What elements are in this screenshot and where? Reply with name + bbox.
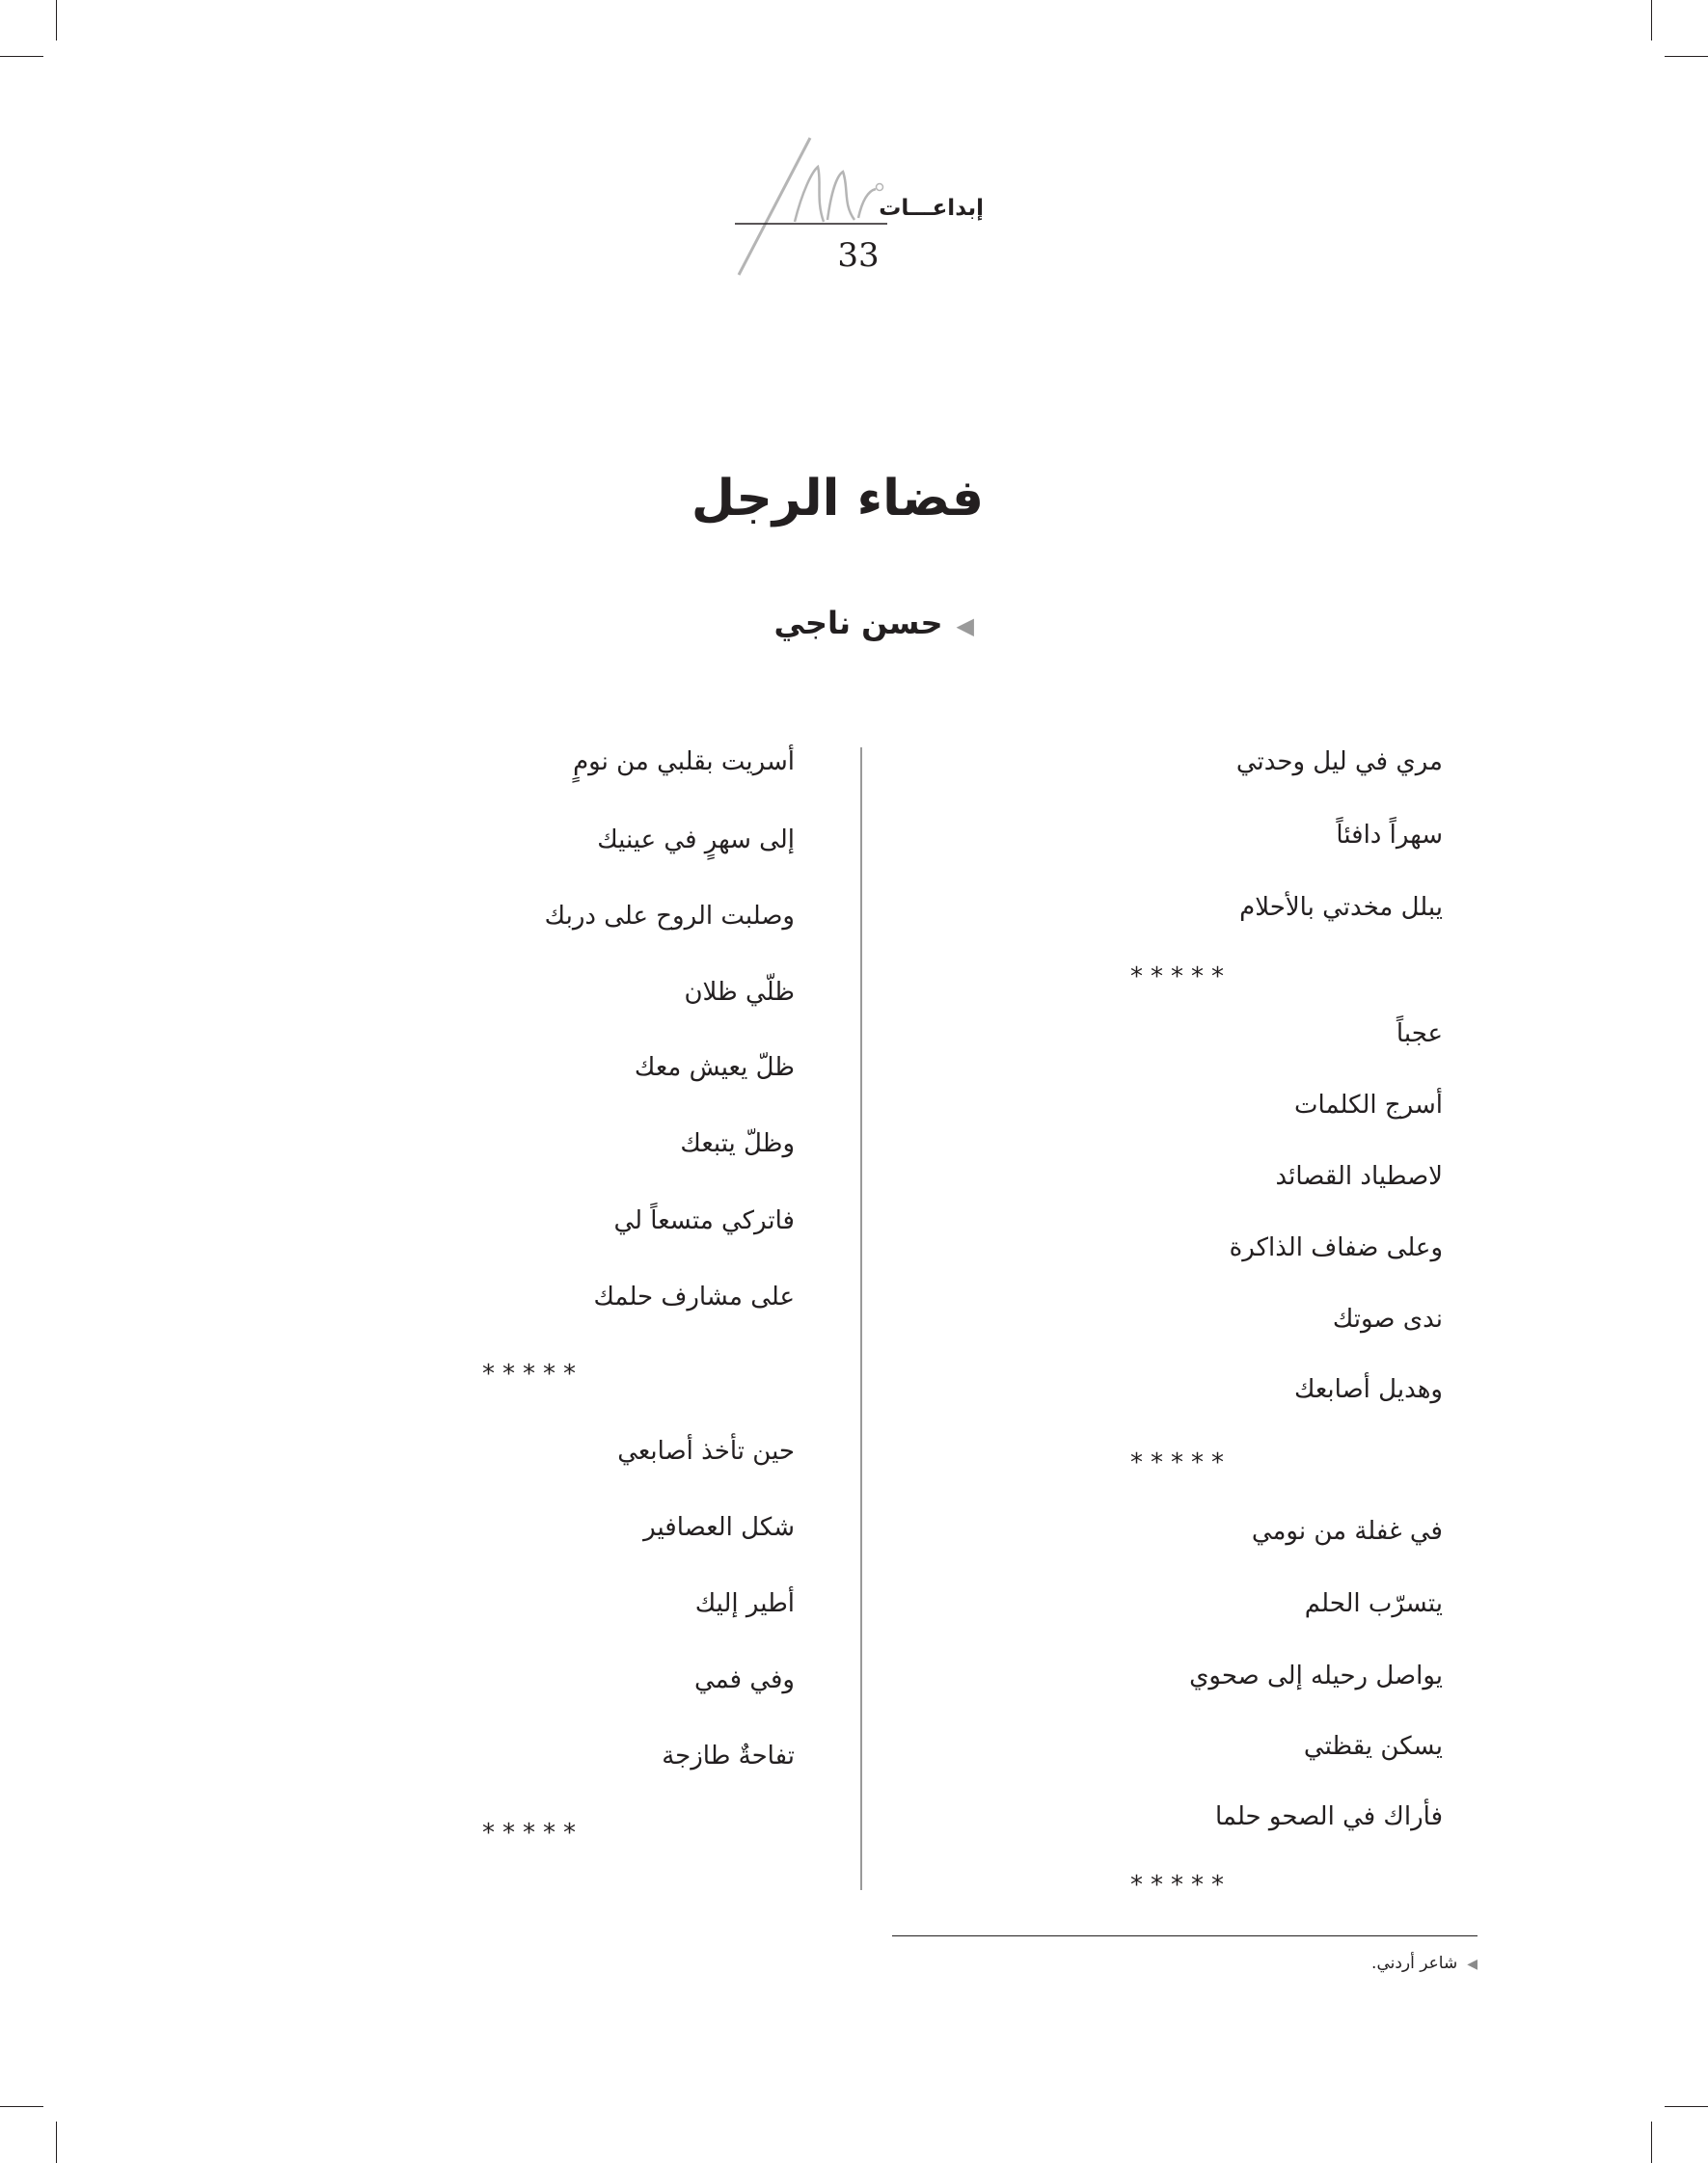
crop-mark: [56, 0, 57, 41]
section-label: إبداعـــات: [879, 196, 984, 221]
poem-line: وصلبت الروح على دربك: [544, 902, 795, 931]
poem-title: فضاء الرجل: [691, 470, 984, 527]
footnote: [1157, 1954, 1478, 1973]
poem-line: سهراً دافئاً: [1336, 821, 1443, 850]
poem-line: في غفلة من نومي: [1251, 1517, 1443, 1546]
triangle-pointer-icon: ◀: [956, 612, 974, 639]
stanza-separator: *****: [1130, 962, 1232, 991]
poem-line: أسرج الكلمات: [1294, 1091, 1443, 1120]
poem-line: تفاحةٌ طازجة: [662, 1742, 795, 1771]
footnote-text: شاعر أردني.: [1371, 1954, 1458, 1973]
poem-line: ظلّ يعيش معك: [634, 1053, 795, 1082]
page-number: 33: [837, 236, 880, 275]
poem-line: فاتركي متسعاً لي: [613, 1206, 795, 1235]
crop-mark: [1651, 2122, 1652, 2163]
poem-column-right: [964, 0, 1443, 2163]
triangle-pointer-icon: ◀: [1467, 1957, 1478, 1972]
poem-line: يواصل رحيله إلى صحوي: [1189, 1662, 1443, 1690]
stanza-separator: *****: [1130, 1871, 1232, 1900]
poem-line: يتسرّب الحلم: [1304, 1589, 1443, 1618]
poem-line: وهديل أصابعك: [1293, 1375, 1443, 1404]
crop-mark: [1665, 2106, 1708, 2107]
poem-line: وعلى ضفاف الذاكرة: [1229, 1233, 1443, 1262]
poem-line: وظلّ يتبعك: [680, 1129, 795, 1158]
stanza-separator: *****: [482, 1819, 583, 1848]
poem-line: على مشارف حلمك: [593, 1283, 795, 1311]
crop-mark: [0, 2106, 43, 2107]
poem-line: لاصطياد القصائد: [1275, 1162, 1443, 1191]
crop-mark: [56, 2122, 57, 2163]
crop-mark: [1665, 56, 1708, 57]
crop-mark: [0, 56, 43, 57]
poem-line: حين تأخذ أصابعي: [617, 1437, 795, 1466]
poem-line: ندى صوتك: [1332, 1305, 1443, 1334]
poem-line: يسكن يقظتي: [1303, 1732, 1443, 1761]
poem-line: ظلّي ظلان: [684, 978, 795, 1007]
footnote-rule: [892, 1935, 1478, 1936]
poem-line: شكل العصافير: [643, 1513, 795, 1542]
poem-line: إلى سهرٍ في عينيك: [597, 825, 795, 854]
poem-line: مري في ليل وحدتي: [1235, 747, 1443, 776]
stanza-separator: *****: [1130, 1448, 1232, 1477]
poem-line: فأراك في الصحو حلما: [1215, 1802, 1443, 1831]
poem-line: يبلل مخدتي بالأحلام: [1239, 893, 1443, 922]
column-divider: [860, 747, 862, 1890]
poem-line: عجباً: [1396, 1019, 1443, 1048]
poem-line: أطير إليك: [694, 1589, 795, 1618]
author-name: حسن ناجي: [773, 605, 943, 641]
poem-line: وفي فمي: [693, 1665, 795, 1694]
crop-mark: [1651, 0, 1652, 41]
poem-column-left: [328, 0, 795, 2163]
poem-line: أسريت بقلبي من نومٍ: [573, 747, 795, 776]
stanza-separator: *****: [482, 1360, 583, 1389]
